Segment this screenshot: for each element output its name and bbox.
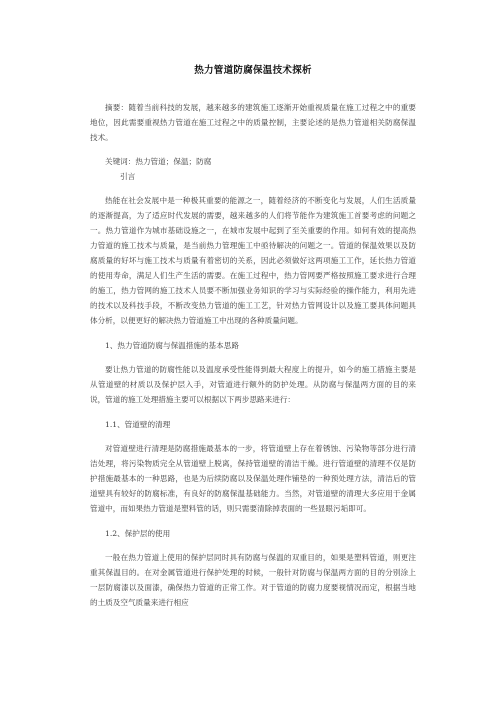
intro-paragraph: 热能在社会发展中是一种极其重要的能源之一，随着经济的不断变化与发展，人们生活质量的逐渐提高，为了适应时代发展的需要，越来越多的人们将节能作为建筑施工首要考虑的问题之一。热力管道作为城市基础设施之一，在城市发展中起到了至关重要的作用。如何有效的提高热力管道的施工技术与质量，是当前热力管理施工中亟待解决的问题之一。管道的保温效果以及防腐质量的好坏与施工技术与质量有着密切的关系，因此必须做好这两项施工工作，延长热力管道的使用寿命，满足人们生产生活的需要。在施工过程中，热力管网要严格按照施工要求进行合理的施工，热力管网的施工技术人员要不断加强业务知识的学习与实际经验的操作能力，利用先进的技术以及科技手段，不断改变热力管道的施工工艺，针对热力管网设计以及施工要具体问题具体分析，以便更好的解决热力管道施工中出现的各种质量问题。 xyxy=(90,196,416,325)
document-page xyxy=(90,62,416,620)
section-1-2-heading: 1.2、保护层的使用 xyxy=(105,529,171,538)
section-1-1-paragraph: 对管道壁进行清理是防腐措施最基本的一步，将管道壁上存在着锈蚀、污染物等部分进行清洁处理，将污染物质完全从管道壁上脱离，保持管道壁的清洁干燥。进行管道壁的清理不仅是防护措施最基本的一种思路，也是为后续防腐以及保温处理作铺垫的一种预处理方法，清洁后的管道壁具有较好的防腐标准，有良好的防腐保温基础能力。当然，对管道壁的清理大多应用于金属管道中，而如果热力管道是塑料管的话，则只需要清除掉表面的一些显眼污垢即可。 xyxy=(90,444,416,513)
keywords: 关键词：热力管道；保温；防腐 xyxy=(105,157,212,166)
section-1-2-paragraph: 一般在热力管道上使用的保护层同时具有防腐与保温的双重目的，如果是塑料管道，则更注重其保温目的。在对金属管道进行保护处理的时候，一般针对防腐与保温两方面的目的分别涂上一层防腐漆以及面漆，确保热力管道的正常工作。对于管道的防腐力度要视情况而定，根据当地的土质及空气质量来进行相应 xyxy=(90,553,416,607)
intro-label xyxy=(90,169,416,184)
intro-label-text: 引言 xyxy=(120,172,136,181)
abstract: 摘要：随着当前科技的发展，越来越多的建筑施工逐渐开始重视质量在施工过程之中的重要地位，因此需要重视热力管道在施工过程之中的质量控制，主要论述的是热力管道相关防腐保温技术。 xyxy=(90,103,416,142)
document-title: 热力管道防腐保温技术探析 xyxy=(194,65,312,76)
section-1-1-heading: 1.1、管道壁的清理 xyxy=(105,420,171,429)
section-1-heading: 1、热力管道防腐与保温措施的基本思路 xyxy=(105,341,239,350)
section-1-paragraph: 要让热力管道的防腐性能以及温度承受性能得到最大程度上的提升，如今的施工措施主要是从管道壁的材质以及保护层入手，对管道进行额外的防护处理。从防腐与保温两方面的目的来说，管道的施工处理措施主要可以根据以下两步思路来进行： xyxy=(90,365,416,404)
